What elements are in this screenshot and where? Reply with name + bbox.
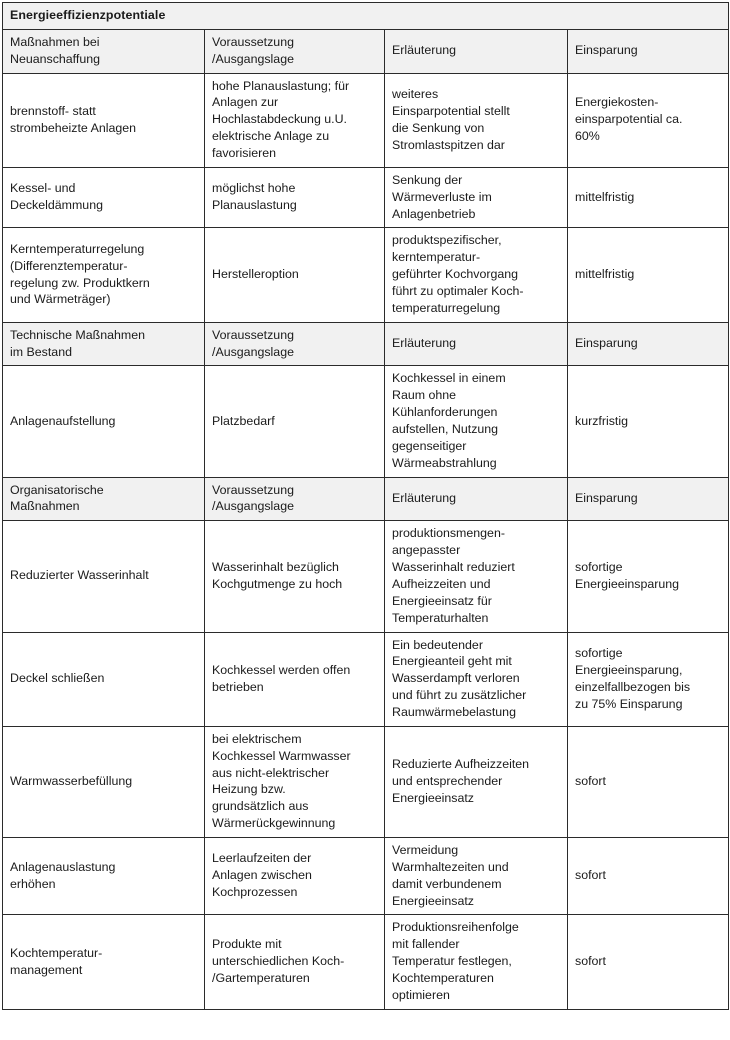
section-header-explanation: Erläuterung: [385, 322, 568, 366]
energy-efficiency-potentials-table: [2, 2, 729, 1010]
cell-saving: sofort: [568, 726, 729, 837]
section-header-measure: Technische Maßnahmen im Bestand: [3, 322, 205, 366]
table-row: [3, 837, 729, 914]
table-row: [3, 167, 729, 228]
cell-saving: sofortige Energieeinsparung: [568, 521, 729, 632]
cell-explanation: Vermeidung Warmhaltezeiten und damit verbundenem Energieeinsatz: [385, 837, 568, 914]
cell-explanation: Ein bedeutender Energieanteil geht mit Wasserdampft verloren und führt zu zusätzlicher Raumwärmebelastung: [385, 632, 568, 726]
section-header-row: [3, 29, 729, 73]
cell-saving: mittelfristig: [568, 228, 729, 322]
table-title: Energieeffizienzpotentiale: [3, 3, 729, 30]
cell-explanation: Reduzierte Aufheizzeiten und entsprechender Energieeinsatz: [385, 726, 568, 837]
cell-precondition: Leerlaufzeiten der Anlagen zwischen Kochprozessen: [205, 837, 385, 914]
cell-precondition: Wasserinhalt bezüglich Kochgutmenge zu hoch: [205, 521, 385, 632]
cell-measure: Kochtemperatur- management: [3, 915, 205, 1009]
table-row: [3, 632, 729, 726]
cell-precondition: möglichst hohe Planauslastung: [205, 167, 385, 228]
section-header-explanation: Erläuterung: [385, 29, 568, 73]
cell-saving: sofort: [568, 837, 729, 914]
cell-measure: Warmwasserbefüllung: [3, 726, 205, 837]
cell-precondition: Produkte mit unterschiedlichen Koch- /Gartemperaturen: [205, 915, 385, 1009]
cell-measure: Anlagenaufstellung: [3, 366, 205, 477]
cell-measure: Kerntemperaturregelung (Differenztemperatur- regelung zw. Produktkern und Wärmeträger): [3, 228, 205, 322]
cell-explanation: Senkung der Wärmeverluste im Anlagenbetrieb: [385, 167, 568, 228]
table-title-row: [3, 3, 729, 30]
section-header-saving: Einsparung: [568, 29, 729, 73]
cell-precondition: hohe Planauslastung; für Anlagen zur Hochlastabdeckung u.U. elektrische Anlage zu favorisieren: [205, 73, 385, 167]
cell-measure: Anlagenauslastung erhöhen: [3, 837, 205, 914]
table-row: [3, 521, 729, 632]
cell-explanation: Produktionsreihenfolge mit fallender Temperatur festlegen, Kochtemperaturen optimieren: [385, 915, 568, 1009]
cell-precondition: bei elektrischem Kochkessel Warmwasser aus nicht-elektrischer Heizung bzw. grundsätzlich aus Wärmerückgewinnung: [205, 726, 385, 837]
cell-saving: sofortige Energieeinsparung, einzelfallbezogen bis zu 75% Einsparung: [568, 632, 729, 726]
section-header-precondition: Voraussetzung /Ausgangslage: [205, 477, 385, 521]
cell-precondition: Kochkessel werden offen betrieben: [205, 632, 385, 726]
cell-measure: Kessel- und Deckeldämmung: [3, 167, 205, 228]
table-body: [3, 3, 729, 1010]
table-row: [3, 366, 729, 477]
section-header-row: [3, 477, 729, 521]
section-header-measure: Organisatorische Maßnahmen: [3, 477, 205, 521]
section-header-explanation: Erläuterung: [385, 477, 568, 521]
cell-precondition: Platzbedarf: [205, 366, 385, 477]
section-header-precondition: Voraussetzung /Ausgangslage: [205, 29, 385, 73]
section-header-row: [3, 322, 729, 366]
section-header-measure: Maßnahmen bei Neuanschaffung: [3, 29, 205, 73]
table-row: [3, 73, 729, 167]
cell-saving: sofort: [568, 915, 729, 1009]
table-row: [3, 726, 729, 837]
section-header-saving: Einsparung: [568, 322, 729, 366]
cell-measure: brennstoff- statt strombeheizte Anlagen: [3, 73, 205, 167]
cell-precondition: Herstelleroption: [205, 228, 385, 322]
cell-explanation: produktionsmengen- angepasster Wasserinhalt reduziert Aufheizzeiten und Energieeinsatz für Temperaturhalten: [385, 521, 568, 632]
table-row: [3, 228, 729, 322]
cell-explanation: produktspezifischer, kerntemperatur- geführter Kochvorgang führt zu optimaler Koch- temperaturregelung: [385, 228, 568, 322]
cell-saving: kurzfristig: [568, 366, 729, 477]
cell-explanation: Kochkessel in einem Raum ohne Kühlanforderungen aufstellen, Nutzung gegenseitiger Wärmeabstrahlung: [385, 366, 568, 477]
cell-explanation: weiteres Einsparpotential stellt die Senkung von Stromlastspitzen dar: [385, 73, 568, 167]
cell-saving: Energiekosten- einsparpotential ca. 60%: [568, 73, 729, 167]
section-header-saving: Einsparung: [568, 477, 729, 521]
cell-measure: Deckel schließen: [3, 632, 205, 726]
section-header-precondition: Voraussetzung /Ausgangslage: [205, 322, 385, 366]
table-row: [3, 915, 729, 1009]
cell-measure: Reduzierter Wasserinhalt: [3, 521, 205, 632]
cell-saving: mittelfristig: [568, 167, 729, 228]
